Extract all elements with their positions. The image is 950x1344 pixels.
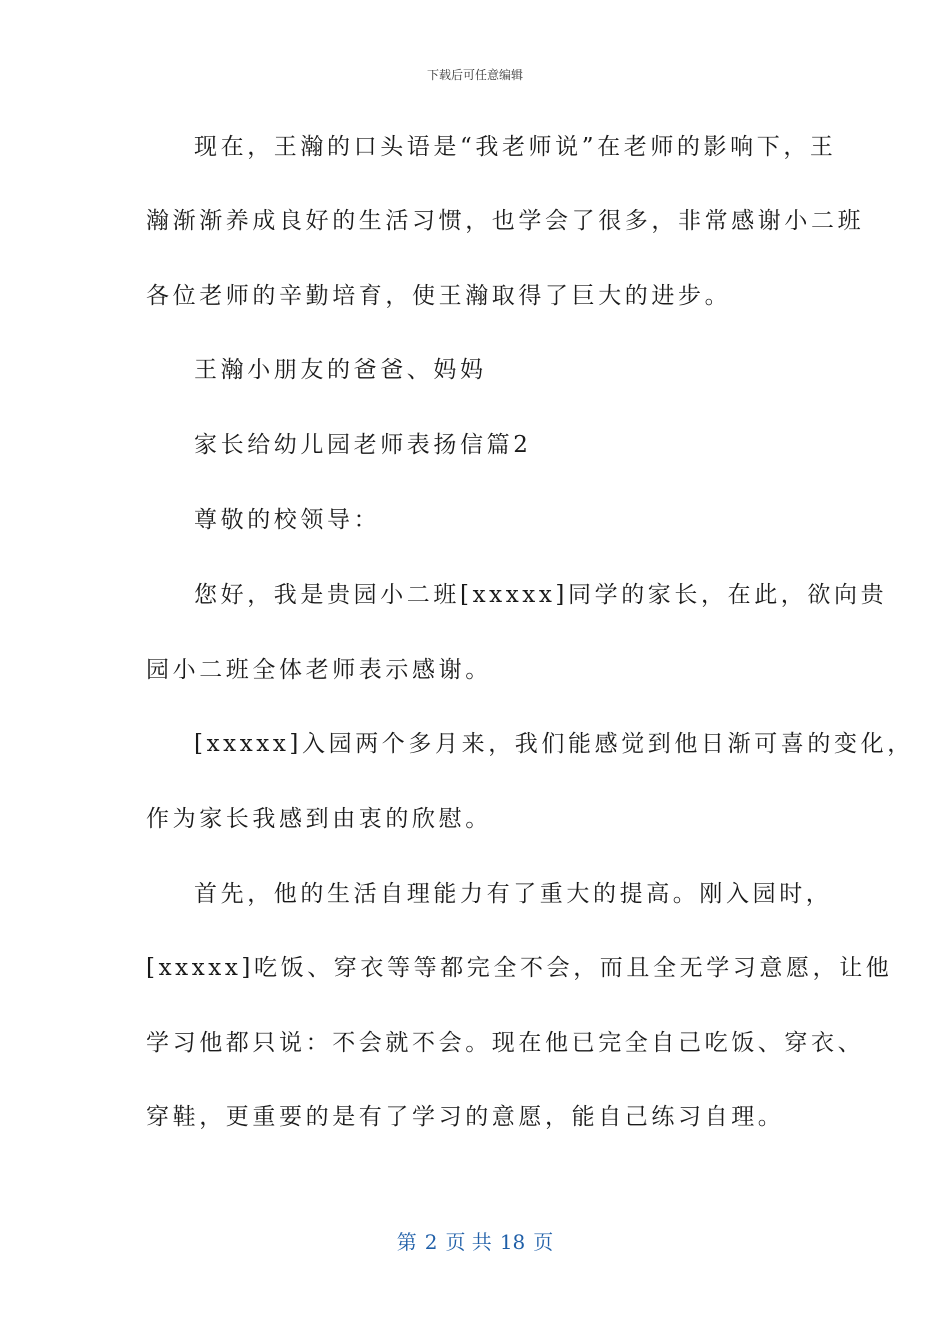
- footer-suffix: 页: [533, 1230, 554, 1254]
- text-line: [xxxxx]入园两个多月来，我们能感觉到他日渐可喜的变化，: [194, 731, 914, 757]
- text-line: 园小二班全体老师表示感谢。: [146, 657, 492, 683]
- text-line: 各位老师的辛勤培育，使王瀚取得了巨大的进步。: [146, 283, 732, 309]
- text-line: 首先，他的生活自理能力有了重大的提高。刚入园时，: [194, 881, 833, 907]
- text-line: 学习他都只说：不会就不会。现在他已完全自己吃饭、穿衣、: [146, 1030, 865, 1056]
- text-line: 王瀚小朋友的爸爸、妈妈: [194, 357, 487, 383]
- total-page-number: 18: [499, 1230, 526, 1254]
- header-note: 下载后可任意编辑: [426, 68, 523, 82]
- text-line: 作为家长我感到由衷的欣慰。: [146, 806, 492, 832]
- salutation: 尊敬的校领导：: [194, 507, 381, 533]
- text-line: 您好，我是贵园小二班[xxxxx]同学的家长，在此，欲向贵: [194, 582, 888, 608]
- current-page-number: 2: [424, 1230, 438, 1254]
- footer-prefix: 第: [396, 1230, 417, 1254]
- footer-mid: 页 共: [445, 1230, 492, 1254]
- section-title: 家长给幼儿园老师表扬信篇2: [194, 432, 532, 458]
- page-footer: [0, 1226, 950, 1255]
- text-line: 现在，王瀚的口头语是“我老师说”在老师的影响下，王: [194, 134, 837, 160]
- text-line: 瀚渐渐养成良好的生活习惯，也学会了很多，非常感谢小二班: [146, 208, 865, 234]
- text-line: 穿鞋，更重要的是有了学习的意愿，能自己练习自理。: [146, 1104, 785, 1130]
- text-line: [xxxxx]吃饭、穿衣等等都完全不会，而且全无学习意愿，让他: [146, 955, 893, 981]
